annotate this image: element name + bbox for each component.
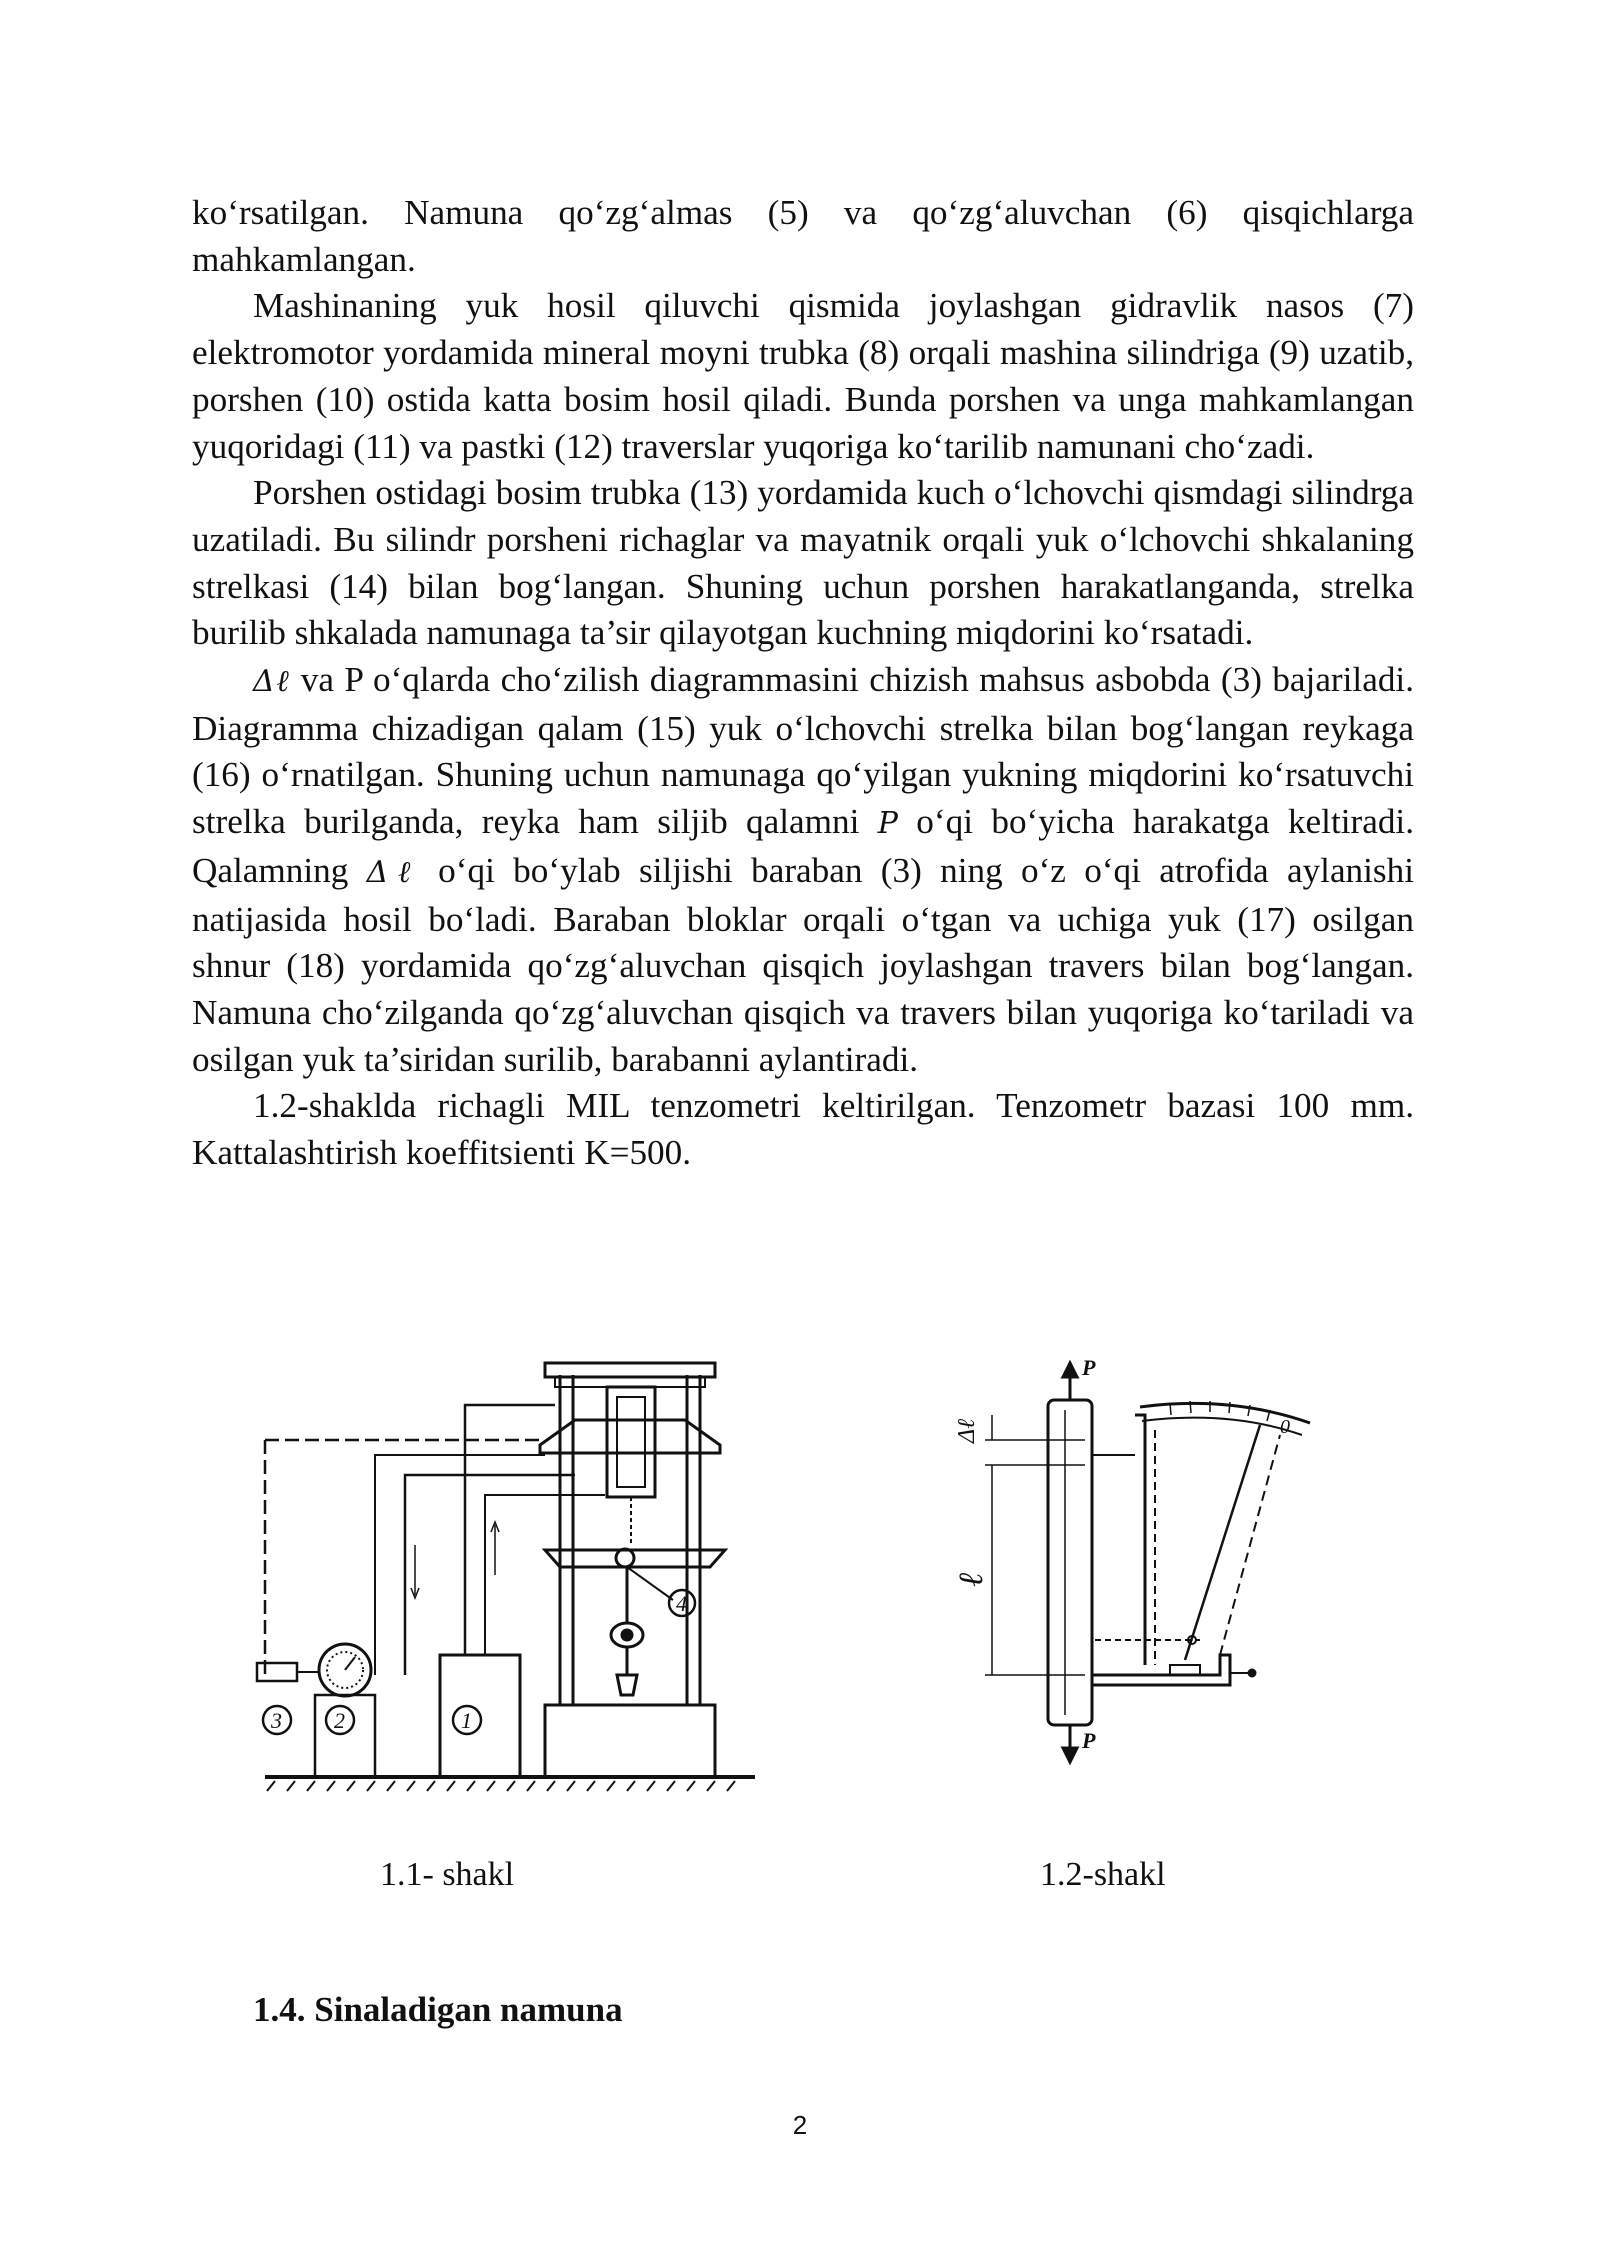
figure-testing-machine <box>255 1345 775 1805</box>
label-2: 2 <box>334 1708 345 1733</box>
paragraph-4-part-3: o‘qi bo‘ylab siljishi baraban (3) ning o‘z o‘qi atrofida aylanishi natijasida hosil bo‘ladi. Baraban bloklar orqali o‘tgan va uchiga yuk (17) osilgan shnur (18) yordamida qo‘zg‘aluvchan qisqich joylashgan travers bilan bog‘langan. Namuna cho‘zilganda qo‘zg‘aluvchan qisqich va travers bilan yuqoriga ko‘tariladi va osilgan yuk ta’siridan surilib, barabanni aylantiradi. <box>192 850 1414 1079</box>
scale-zero-label: 0 <box>1280 1416 1290 1438</box>
force-label-top: P <box>1082 1355 1096 1380</box>
figure-1-caption: 1.1- shakl <box>380 1856 515 1893</box>
figure-2-caption: 1.2-shakl <box>1040 1856 1166 1893</box>
paragraph-1: ko‘rsatilgan. Namuna qo‘zg‘almas (5) va qo‘zg‘aluvchan (6) qisqichlarga mahkamlangan. <box>192 193 1414 279</box>
paragraph-3: Porshen ostidagi bosim trubka (13) yordamida kuch o‘lchovchi qismdagi silindrga uzatiladi. Bu silindr porsheni richaglar va mayatnik orqali yuk o‘lchovchi shkalaning strelkasi (14) bilan bog‘langan. Shuning uchun porshen harakatlanganda, strelka burilib shkalada namunaga ta’sir qilayotgan kuchning miqdorini ko‘rsatadi. <box>192 473 1414 653</box>
delta-l-label: Δℓ <box>954 1418 980 1443</box>
length-label: ℓ <box>953 1572 990 1587</box>
paragraph-2: Mashinaning yuk hosil qiluvchi qismida joylashgan gidravlik nasos (7) elektromotor yordamida mineral moyni trubka (8) orqali mashina silindriga (9) uzatib, porshen (10) ostida katta bosim hosil qiladi. Bunda porshen va unga mahkamlangan yuqoridagi (11) va pastki (12) traverslar yuqoriga ko‘tarilib namunani cho‘zadi. <box>192 286 1414 466</box>
paragraph-4-part-1: va P o‘qlarda cho‘zilish diagrammasini chizish mahsus asbobda (3) bajariladi. Diagramma chizadigan qalam (15) yuk o‘lchovchi strelka bilan bog‘langan reykaga (16) o‘rnatilgan. Shuning uchun namunaga qo‘yilgan yukning miqdorini ko‘rsatuvchi strelka burilganda, reyka ham siljib qalamni <box>192 660 1414 842</box>
p-symbol: P <box>877 806 898 842</box>
page-number: 2 <box>792 2110 808 2140</box>
paragraph-4-part-2: o‘qi bo‘yicha harakatga keltiradi. Qalamning <box>192 802 1414 890</box>
figure-tensometer <box>930 1355 1360 1775</box>
paragraph-5: 1.2-shaklda richagli MIL tenzometri keltirilgan. Tenzometr bazasi 100 mm. Kattalashtirish koeffitsienti K=500. <box>192 1086 1414 1173</box>
paragraph-4 <box>192 657 1414 1083</box>
label-3: 3 <box>271 1708 282 1733</box>
label-1: 1 <box>461 1708 472 1733</box>
label-4: 4 <box>676 1591 687 1616</box>
delta-l-symbol-2: Δℓ <box>366 854 420 890</box>
delta-l-symbol: Δℓ <box>253 664 291 700</box>
body-text <box>192 190 1414 1177</box>
section-heading: 1.4. Sinaladigan namuna <box>253 1990 623 2029</box>
force-label-bottom: P <box>1082 1728 1096 1753</box>
